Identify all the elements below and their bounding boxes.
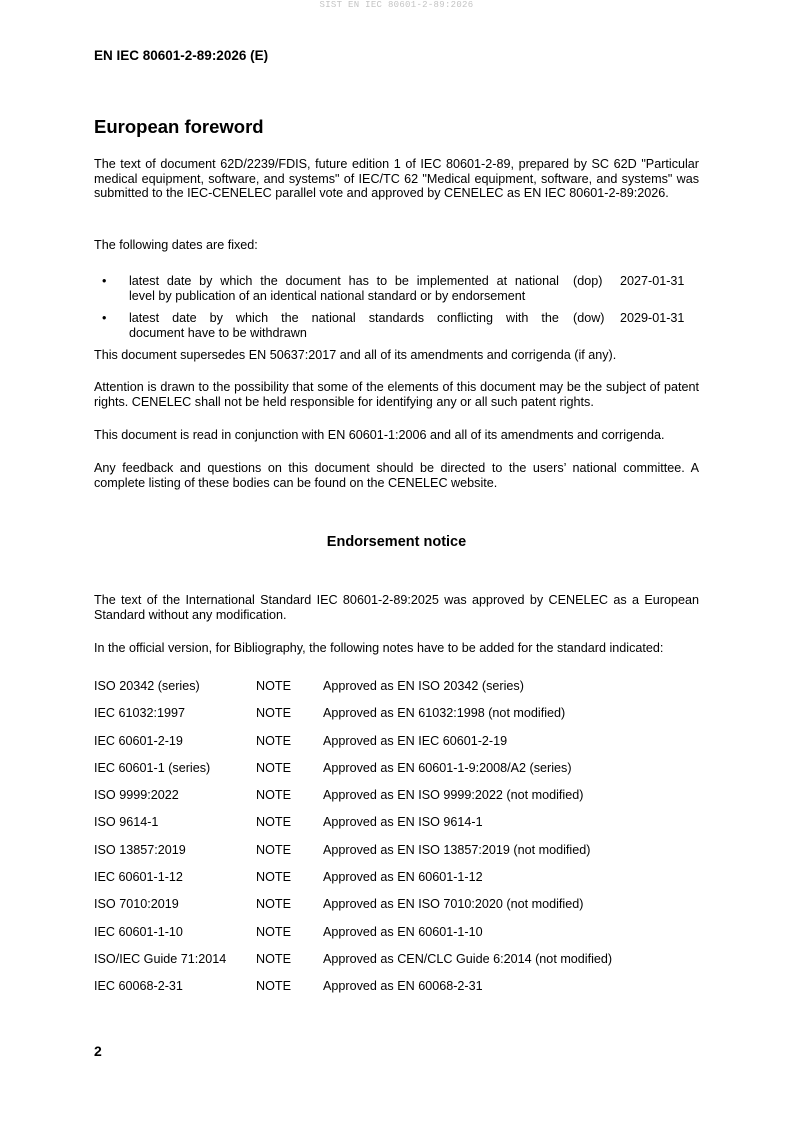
- date-item-dow: [94, 311, 699, 348]
- note-text: Approved as EN 60601-1-10: [323, 924, 483, 939]
- note-row: [94, 979, 699, 1006]
- note-row: [94, 815, 699, 842]
- endorsement-title: Endorsement notice: [326, 534, 467, 550]
- word: which: [220, 274, 253, 288]
- note-reference: ISO 9614-1: [94, 815, 159, 830]
- word: by: [199, 274, 213, 288]
- note-row: [94, 788, 699, 815]
- note-text: Approved as EN 61032:1998 (not modified): [323, 706, 566, 721]
- word: the: [281, 311, 299, 325]
- note-reference: ISO 9999:2022: [94, 788, 179, 803]
- note-label: NOTE: [256, 815, 291, 830]
- note-row: [94, 706, 699, 733]
- note-label: NOTE: [256, 842, 291, 857]
- note-text: Approved as EN ISO 9999:2022 (not modified): [323, 788, 584, 803]
- note-text: Approved as EN 60601-1-9:2008/A2 (series): [323, 760, 572, 775]
- note-row: [94, 679, 699, 706]
- note-reference: ISO 20342 (series): [94, 679, 200, 693]
- note-reference: IEC 60068-2-31: [94, 979, 183, 994]
- bullet: •: [102, 311, 107, 325]
- bibliography-notes-list: [94, 679, 699, 1007]
- word: the: [541, 311, 559, 325]
- note-label: NOTE: [256, 788, 291, 803]
- word: latest: [129, 274, 160, 288]
- endorsement-paragraph-1: The text of the International Standard IEC 80601-2-89:2025 was approved by CENELEC as a European Standard without any modification.: [94, 593, 699, 622]
- patent-paragraph: Attention is drawn to the possibility that some of the elements of this document may be the subject of patent rights. CENELEC shall not be held responsible for identifying any or all such patent rights.: [94, 380, 699, 409]
- word: to: [376, 274, 388, 288]
- note-text: Approved as EN ISO 7010:2020 (not modified): [323, 897, 584, 912]
- word: conflicting: [436, 311, 493, 325]
- page-number: 2: [94, 1043, 102, 1059]
- word: with: [505, 311, 529, 325]
- note-row: [94, 734, 699, 761]
- note-text: Approved as EN ISO 13857:2019 (not modified): [323, 842, 591, 857]
- date-description: [129, 311, 559, 340]
- note-reference: ISO 7010:2019: [94, 897, 179, 912]
- note-text: Approved as EN ISO 9614-1: [323, 815, 483, 830]
- word: by: [209, 311, 223, 325]
- note-reference: IEC 60601-2-19: [94, 733, 183, 748]
- note-text: Approved as EN IEC 60601-2-19: [323, 733, 508, 748]
- note-text: Approved as CEN/CLC Guide 6:2014 (not modified): [323, 951, 613, 966]
- note-row: [94, 952, 699, 979]
- note-text: Approved as EN 60068-2-31: [323, 979, 483, 994]
- note-reference: IEC 60601-1-12: [94, 870, 183, 885]
- note-row: [94, 897, 699, 924]
- supersedes-paragraph: This document supersedes EN 50637:2017 and all of its amendments and corrigenda (if any).: [94, 348, 617, 362]
- note-label: NOTE: [256, 979, 291, 994]
- note-row: [94, 761, 699, 788]
- note-row: [94, 843, 699, 870]
- note-row: [94, 870, 699, 897]
- note-label: NOTE: [256, 924, 291, 939]
- word: date: [166, 274, 192, 288]
- date-description-line1: [129, 274, 559, 289]
- foreword-title: European foreword: [94, 116, 264, 137]
- note-reference: IEC 60601-1-10: [94, 924, 183, 939]
- endorsement-paragraph-2: In the official version, for Bibliography, the following notes have to be added for the standard indicated:: [94, 641, 664, 655]
- word: at: [496, 274, 508, 288]
- note-reference: IEC 61032:1997: [94, 706, 186, 721]
- date-description-line1: [129, 311, 559, 326]
- note-row: [94, 925, 699, 952]
- note-label: NOTE: [256, 897, 291, 912]
- note-label: NOTE: [256, 706, 291, 721]
- note-reference: IEC 60601-1 (series): [94, 760, 211, 775]
- word: national: [514, 274, 559, 288]
- date-value: 2027-01-31: [620, 274, 685, 288]
- date-code: (dow): [573, 311, 605, 325]
- word: implemented: [416, 274, 489, 288]
- conjunction-paragraph: This document is read in conjunction with EN 60601-1:2006 and all of its amendments and corrigenda.: [94, 428, 665, 442]
- date-value: 2029-01-31: [620, 311, 685, 325]
- dates-intro: The following dates are fixed:: [94, 238, 258, 252]
- word: the: [260, 274, 278, 288]
- word: has: [348, 274, 369, 288]
- word: which: [235, 311, 269, 325]
- watermark: SIST EN IEC 80601-2-89:2026: [319, 0, 474, 10]
- note-label: NOTE: [256, 733, 291, 748]
- note-text: Approved as EN ISO 20342 (series): [323, 679, 524, 693]
- note-label: NOTE: [256, 679, 291, 693]
- date-item-dop: [94, 274, 699, 311]
- word: standards: [368, 311, 424, 325]
- foreword-paragraph-1: The text of document 62D/2239/FDIS, future edition 1 of IEC 80601-2-89, prepared by SC 62D "Particular medical equipment, software, and systems" of IEC/TC 62 "Medical equipment, software, and systems" was submitted to the IEC-CENELEC parallel vote and approved by CENELEC as EN IEC 80601-2-89:2026.: [94, 157, 699, 200]
- note-label: NOTE: [256, 760, 291, 775]
- date-description: [129, 274, 559, 303]
- date-description-line2: level by publication of an identical national standard or by endorsement: [129, 288, 526, 303]
- word: latest: [129, 311, 160, 325]
- dates-list: [94, 274, 699, 348]
- word: be: [394, 274, 409, 288]
- word: date: [172, 311, 197, 325]
- note-reference: ISO 13857:2019: [94, 842, 186, 857]
- bullet: •: [102, 274, 107, 288]
- note-reference: ISO/IEC Guide 71:2014: [94, 951, 227, 966]
- feedback-paragraph: Any feedback and questions on this document should be directed to the users’ national committee. A complete listing of these bodies can be found on the CENELEC website.: [94, 461, 699, 490]
- word: national: [311, 311, 356, 325]
- date-description-line2: document have to be withdrawn: [129, 325, 307, 340]
- note-label: NOTE: [256, 951, 291, 966]
- document-header-id: EN IEC 80601-2-89:2026 (E): [94, 48, 269, 63]
- date-code: (dop): [573, 274, 603, 288]
- word: document: [285, 274, 341, 288]
- note-label: NOTE: [256, 870, 291, 885]
- note-text: Approved as EN 60601-1-12: [323, 870, 483, 885]
